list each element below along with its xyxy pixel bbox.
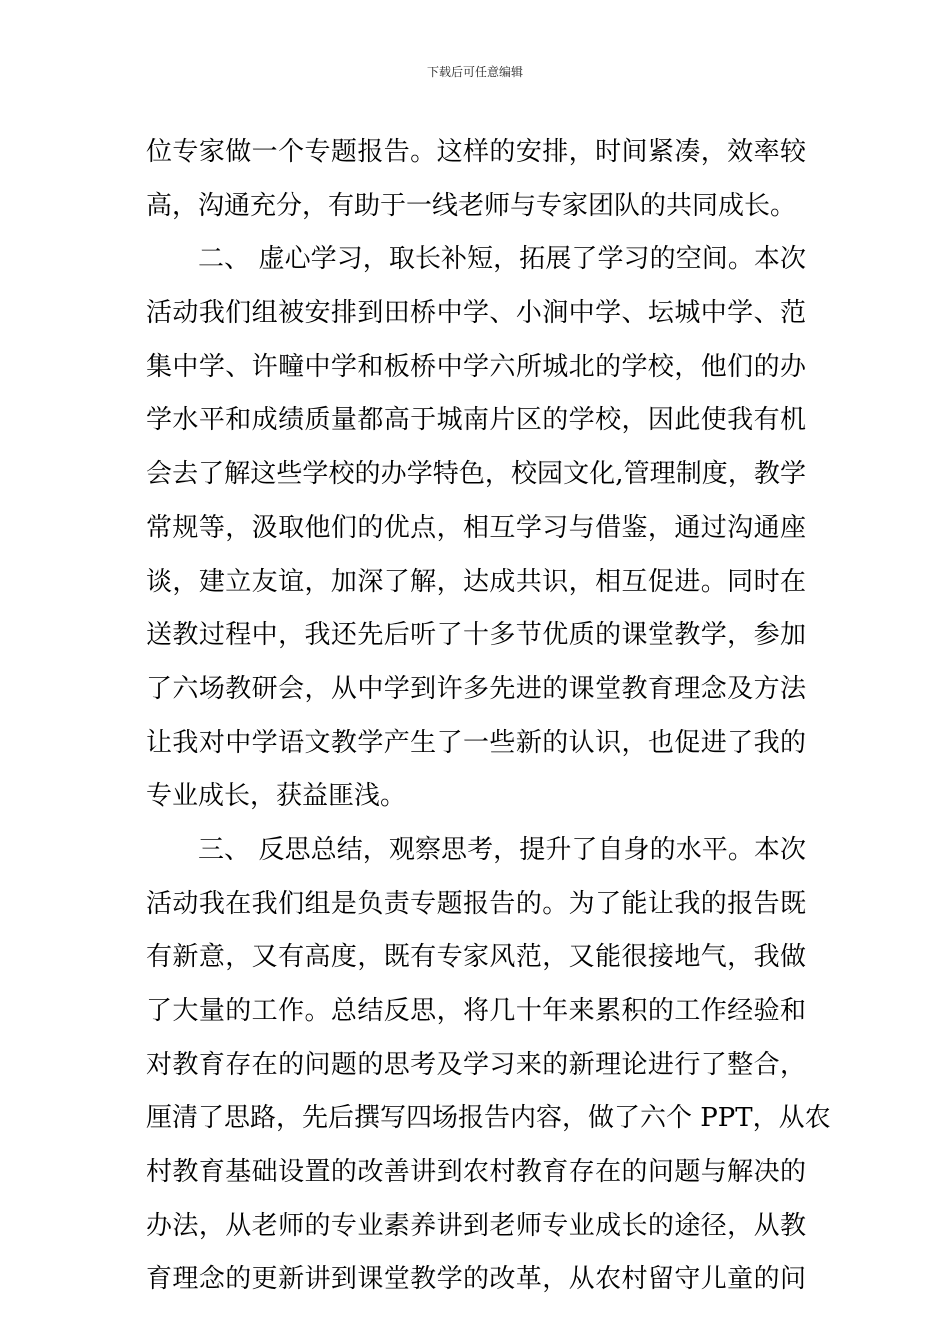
paragraph-2-line: 会去了解这些学校的办学特色，校园文化,管理制度，教学 [146, 459, 806, 490]
paragraph-3-line: 对教育存在的问题的思考及学习来的新理论进行了整合， [146, 1049, 806, 1080]
paragraph-2-line: 谈，建立友谊，加深了解，达成共识，相互促进。同时在 [146, 566, 806, 597]
paragraph-3-line: 村教育基础设置的改善讲到农村教育存在的问题与解决的 [146, 1157, 806, 1188]
paragraph-3-line: 育理念的更新讲到课堂教学的改革，从农村留守儿童的问 [146, 1264, 806, 1295]
paragraph-3-line: 办法，从老师的专业素养讲到老师专业成长的途径，从教 [146, 1210, 806, 1241]
paragraph-3-line: 活动我在我们组是负责专题报告的。为了能让我的报告既 [146, 888, 806, 919]
paragraph-2-line: 活动我们组被安排到田桥中学、小涧中学、坛城中学、范 [146, 298, 806, 329]
body-text [146, 126, 831, 1307]
paragraph-1-line: 高，沟通充分，有助于一线老师与专家团队的共同成长。 [146, 190, 797, 221]
paragraph-2-line: 学水平和成绩质量都高于城南片区的学校，因此使我有机 [146, 405, 806, 436]
paragraph-3-line: 三、 反思总结，观察思考，提升了自身的水平。本次 [198, 834, 806, 865]
paragraph-2-line: 专业成长，获益匪浅。 [146, 781, 407, 812]
paragraph-3-line: 有新意，又有高度，既有专家风范，又能很接地气，我做 [146, 942, 806, 973]
page-header: 下载后可任意编辑 [426, 65, 523, 79]
paragraph-2-line: 让我对中学语文教学产生了一些新的认识，也促进了我的 [146, 727, 806, 758]
paragraph-2-line: 二、 虚心学习，取长补短，拓展了学习的空间。本次 [198, 244, 806, 275]
paragraph-2-line: 常规等，汲取他们的优点，相互学习与借鉴，通过沟通座 [146, 512, 806, 543]
paragraph-3-line: 厘清了思路，先后撰写四场报告内容，做了六个 PPT，从农 [146, 1103, 831, 1134]
paragraph-3-line: 了大量的工作。总结反思，将几十年来累积的工作经验和 [146, 996, 806, 1026]
paragraph-2-line: 集中学、许疃中学和板桥中学六所城北的学校，他们的办 [146, 351, 806, 382]
paragraph-2-line: 了六场教研会，从中学到许多先进的课堂教育理念及方法 [146, 673, 806, 704]
paragraph-2-line: 送教过程中，我还先后听了十多节优质的课堂教学，参加 [146, 620, 806, 651]
paragraph-1-line: 位专家做一个专题报告。这样的安排，时间紧凑，效率较 [146, 137, 806, 167]
